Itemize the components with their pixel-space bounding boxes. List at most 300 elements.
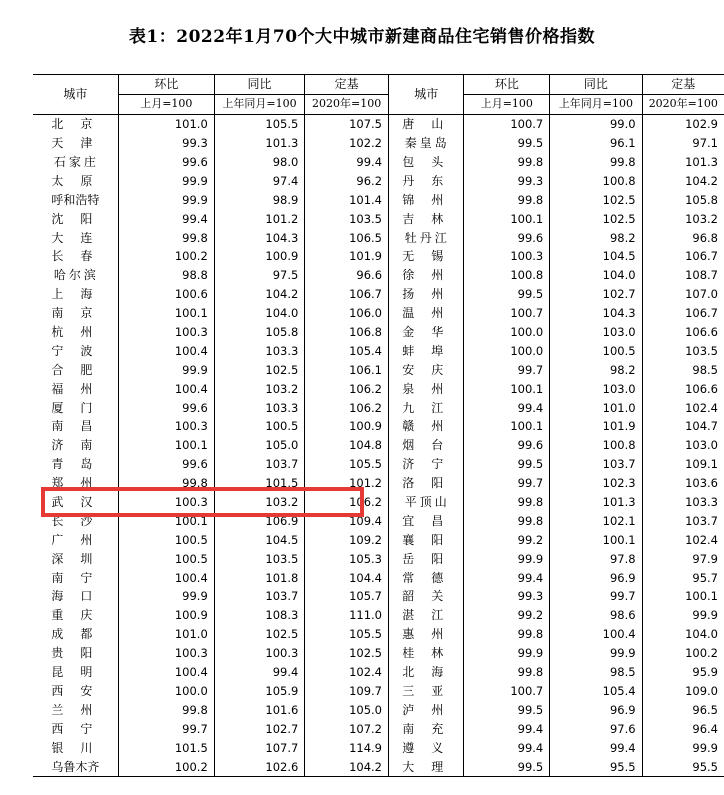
city-name: 北京 (51, 117, 110, 132)
fixed-value: 104.8 (305, 436, 389, 455)
mom-value: 99.3 (464, 171, 550, 190)
table-row (33, 285, 724, 304)
city-name: 平顶山 (389, 493, 464, 512)
fixed-value: 106.1 (305, 360, 389, 379)
table-row (33, 568, 724, 587)
mom-value: 99.7 (118, 719, 214, 738)
fixed-value: 104.4 (305, 568, 389, 587)
table-row (33, 134, 724, 153)
fixed-value: 109.0 (642, 682, 724, 701)
city-name: 海口 (51, 589, 110, 604)
city-name: 天津 (51, 136, 110, 151)
city-name: 遵义 (389, 738, 464, 757)
yoy-value: 105.0 (214, 436, 305, 455)
yoy-value: 101.5 (214, 474, 305, 493)
mom-value: 99.5 (464, 455, 550, 474)
fixed-value: 103.6 (642, 474, 724, 493)
mom-value: 100.2 (118, 247, 214, 266)
table-row (33, 644, 724, 663)
fixed-value: 103.5 (305, 209, 389, 228)
fixed-value: 102.4 (642, 530, 724, 549)
city-name: 沈阳 (51, 211, 110, 226)
yoy-value: 105.9 (214, 682, 305, 701)
city-name: 温州 (389, 304, 464, 323)
fixed-value: 107.5 (305, 114, 389, 133)
mom-value: 99.9 (118, 171, 214, 190)
city-name: 烟台 (389, 436, 464, 455)
city-name: 深圳 (51, 551, 110, 566)
yoy-value: 102.7 (214, 719, 305, 738)
fixed-value: 97.9 (642, 549, 724, 568)
fixed-value: 106.6 (642, 323, 724, 342)
yoy-value: 104.5 (550, 247, 642, 266)
table-row (33, 663, 724, 682)
table-row (33, 549, 724, 568)
mom-value: 99.9 (464, 549, 550, 568)
yoy-value: 100.1 (550, 530, 642, 549)
mom-value: 99.9 (118, 190, 214, 209)
table-row (33, 682, 724, 701)
header-city-left: 城市 (33, 75, 118, 115)
table-row (33, 228, 724, 247)
mom-value: 99.9 (464, 644, 550, 663)
unit-yoy-left: 上年同月=100 (214, 94, 305, 114)
yoy-value: 107.7 (214, 738, 305, 757)
mom-value: 99.7 (464, 360, 550, 379)
mom-value: 100.8 (464, 266, 550, 285)
mom-value: 99.8 (118, 228, 214, 247)
mom-value: 100.3 (464, 247, 550, 266)
mom-value: 100.1 (118, 304, 214, 323)
table-row (33, 587, 724, 606)
city-name: 济南 (51, 438, 110, 453)
yoy-value: 102.3 (550, 474, 642, 493)
mom-value: 99.8 (118, 700, 214, 719)
city-name: 三亚 (389, 682, 464, 701)
yoy-value: 98.0 (214, 153, 305, 172)
fixed-value: 106.2 (305, 379, 389, 398)
table-row (33, 625, 724, 644)
yoy-value: 103.7 (550, 455, 642, 474)
mom-value: 100.4 (118, 568, 214, 587)
city-name: 石家庄 (53, 155, 99, 169)
fixed-value: 107.0 (642, 285, 724, 304)
city-name: 宁波 (51, 343, 110, 358)
unit-fixed-right: 2020年=100 (642, 94, 724, 114)
city-name: 宜昌 (389, 511, 464, 530)
table-row (33, 153, 724, 172)
yoy-value: 97.4 (214, 171, 305, 190)
header-fixed-right: 定基 (642, 75, 724, 95)
yoy-value: 99.7 (550, 587, 642, 606)
city-name: 安庆 (389, 360, 464, 379)
yoy-value: 100.8 (550, 436, 642, 455)
yoy-value: 101.3 (550, 493, 642, 512)
mom-value: 100.1 (464, 379, 550, 398)
fixed-value: 103.0 (642, 436, 724, 455)
fixed-value: 103.2 (642, 209, 724, 228)
header-yoy-left: 同比 (214, 75, 305, 95)
mom-value: 99.4 (118, 209, 214, 228)
header-city-right: 城市 (389, 75, 464, 115)
fixed-value: 105.7 (305, 587, 389, 606)
city-name: 西安 (51, 683, 110, 698)
mom-value: 100.7 (464, 114, 550, 133)
mom-value: 99.6 (118, 153, 214, 172)
city-name: 包头 (389, 153, 464, 172)
mom-value: 100.4 (118, 379, 214, 398)
fixed-value: 106.5 (305, 228, 389, 247)
city-name: 洛阳 (389, 474, 464, 493)
mom-value: 99.8 (118, 474, 214, 493)
header-yoy-right: 同比 (550, 75, 642, 95)
mom-value: 99.8 (464, 153, 550, 172)
unit-mom-left: 上月=100 (118, 94, 214, 114)
fixed-value: 105.4 (305, 341, 389, 360)
mom-value: 101.5 (118, 738, 214, 757)
mom-value: 99.4 (464, 738, 550, 757)
yoy-value: 96.9 (550, 700, 642, 719)
table-title: 表1：2022年1月70个大中城市新建商品住宅销售价格指数 (128, 27, 596, 47)
header-mom-right: 环比 (464, 75, 550, 95)
city-name: 兰州 (51, 702, 110, 717)
yoy-value: 101.9 (550, 417, 642, 436)
yoy-value: 103.0 (550, 323, 642, 342)
fixed-value: 100.2 (642, 644, 724, 663)
city-name: 蚌埠 (389, 341, 464, 360)
mom-value: 100.4 (118, 341, 214, 360)
fixed-value: 109.2 (305, 530, 389, 549)
city-name: 襄阳 (389, 530, 464, 549)
fixed-value: 95.5 (642, 757, 724, 776)
header-fixed-left: 定基 (305, 75, 389, 95)
city-name: 韶关 (389, 587, 464, 606)
city-name: 武汉 (51, 495, 110, 510)
mom-value: 99.3 (464, 587, 550, 606)
city-name: 成都 (51, 627, 110, 642)
fixed-value: 111.0 (305, 606, 389, 625)
mom-value: 99.8 (464, 663, 550, 682)
table-row (33, 209, 724, 228)
city-name: 长沙 (51, 513, 110, 528)
fixed-value: 108.7 (642, 266, 724, 285)
city-name: 福州 (51, 381, 110, 396)
city-name: 惠州 (389, 625, 464, 644)
yoy-value: 98.2 (550, 228, 642, 247)
fixed-value: 96.6 (305, 266, 389, 285)
fixed-value: 95.9 (642, 663, 724, 682)
fixed-value: 101.2 (305, 474, 389, 493)
fixed-value: 106.6 (642, 379, 724, 398)
yoy-value: 97.6 (550, 719, 642, 738)
fixed-value: 106.2 (305, 398, 389, 417)
city-name: 贵阳 (51, 646, 110, 661)
yoy-value: 100.5 (214, 417, 305, 436)
mom-value: 99.6 (464, 228, 550, 247)
city-name: 南宁 (51, 570, 110, 585)
fixed-value: 109.4 (305, 511, 389, 530)
yoy-value: 102.7 (550, 285, 642, 304)
city-name: 昆明 (51, 665, 110, 680)
fixed-value: 95.7 (642, 568, 724, 587)
table-row (33, 493, 724, 512)
table-body (33, 114, 724, 776)
city-name: 大连 (51, 230, 110, 245)
fixed-value: 106.7 (642, 247, 724, 266)
fixed-value: 105.8 (642, 190, 724, 209)
yoy-value: 98.5 (550, 663, 642, 682)
city-name: 青岛 (51, 457, 110, 472)
fixed-value: 106.0 (305, 304, 389, 323)
mom-value: 100.3 (118, 493, 214, 512)
fixed-value: 101.3 (642, 153, 724, 172)
mom-value: 100.0 (464, 341, 550, 360)
yoy-value: 102.6 (214, 757, 305, 776)
table-row (33, 114, 724, 133)
city-name: 岳阳 (389, 549, 464, 568)
yoy-value: 104.0 (550, 266, 642, 285)
table-row (33, 323, 724, 342)
table-row (33, 719, 724, 738)
city-name: 太原 (51, 173, 110, 188)
mom-value: 99.8 (464, 625, 550, 644)
mom-value: 99.4 (464, 719, 550, 738)
yoy-value: 104.5 (214, 530, 305, 549)
mom-value: 100.3 (118, 417, 214, 436)
city-name: 泉州 (389, 379, 464, 398)
yoy-value: 96.9 (550, 568, 642, 587)
mom-value: 99.3 (118, 134, 214, 153)
yoy-value: 99.8 (550, 153, 642, 172)
city-name: 金华 (389, 323, 464, 342)
yoy-value: 104.3 (550, 304, 642, 323)
city-name: 吉林 (389, 209, 464, 228)
yoy-value: 103.0 (550, 379, 642, 398)
fixed-value: 103.7 (642, 511, 724, 530)
fixed-value: 106.8 (305, 323, 389, 342)
unit-yoy-right: 上年同月=100 (550, 94, 642, 114)
mom-value: 100.4 (118, 663, 214, 682)
city-name: 郑州 (51, 476, 110, 491)
city-name: 锦州 (389, 190, 464, 209)
yoy-value: 103.3 (214, 341, 305, 360)
mom-value: 100.0 (464, 323, 550, 342)
table-row (33, 304, 724, 323)
city-name: 徐州 (389, 266, 464, 285)
fixed-value: 106.2 (305, 493, 389, 512)
unit-fixed-left: 2020年=100 (305, 94, 389, 114)
table-row (33, 455, 724, 474)
fixed-value: 109.7 (305, 682, 389, 701)
fixed-value: 105.5 (305, 625, 389, 644)
yoy-value: 104.0 (214, 304, 305, 323)
city-name: 无锡 (389, 247, 464, 266)
table-row (33, 190, 724, 209)
header-mom-left: 环比 (118, 75, 214, 95)
city-name: 大理 (389, 757, 464, 776)
fixed-value: 102.4 (305, 663, 389, 682)
fixed-value: 104.7 (642, 417, 724, 436)
mom-value: 98.8 (118, 266, 214, 285)
mom-value: 100.3 (118, 644, 214, 663)
city-name: 济宁 (389, 455, 464, 474)
table-row (33, 341, 724, 360)
city-name: 桂林 (389, 644, 464, 663)
mom-value: 99.6 (118, 398, 214, 417)
fixed-value: 106.7 (305, 285, 389, 304)
mom-value: 100.6 (118, 285, 214, 304)
city-name: 湛江 (389, 606, 464, 625)
fixed-value: 96.2 (305, 171, 389, 190)
yoy-value: 101.0 (550, 398, 642, 417)
table-row (33, 738, 724, 757)
table-row (33, 360, 724, 379)
mom-value: 99.5 (464, 285, 550, 304)
yoy-value: 102.5 (550, 209, 642, 228)
city-name: 长春 (51, 249, 110, 264)
yoy-value: 100.4 (550, 625, 642, 644)
fixed-value: 100.1 (642, 587, 724, 606)
yoy-value: 101.3 (214, 134, 305, 153)
fixed-value: 99.9 (642, 738, 724, 757)
mom-value: 100.3 (118, 323, 214, 342)
yoy-value: 99.4 (550, 738, 642, 757)
table-row (33, 171, 724, 190)
fixed-value: 106.7 (642, 304, 724, 323)
fixed-value: 101.9 (305, 247, 389, 266)
mom-value: 99.2 (464, 530, 550, 549)
table-row (33, 606, 724, 625)
fixed-value: 96.5 (642, 700, 724, 719)
city-name: 合肥 (51, 362, 110, 377)
fixed-value: 105.3 (305, 549, 389, 568)
mom-value: 100.5 (118, 530, 214, 549)
yoy-value: 101.2 (214, 209, 305, 228)
fixed-value: 102.9 (642, 114, 724, 133)
mom-value: 99.5 (464, 134, 550, 153)
city-name: 秦皇岛 (389, 134, 464, 153)
table-row (33, 398, 724, 417)
mom-value: 99.9 (118, 360, 214, 379)
yoy-value: 104.2 (214, 285, 305, 304)
city-name: 唐山 (389, 114, 464, 133)
mom-value: 100.2 (118, 757, 214, 776)
fixed-value: 96.4 (642, 719, 724, 738)
city-name: 扬州 (389, 285, 464, 304)
yoy-value: 100.3 (214, 644, 305, 663)
yoy-value: 104.3 (214, 228, 305, 247)
table-row (33, 417, 724, 436)
mom-value: 99.2 (464, 606, 550, 625)
city-name: 广州 (51, 532, 110, 547)
fixed-value: 109.1 (642, 455, 724, 474)
city-name: 南京 (51, 306, 110, 321)
table-row (33, 757, 724, 776)
city-name: 哈尔滨 (53, 268, 99, 283)
yoy-value: 103.2 (214, 493, 305, 512)
fixed-value: 104.0 (642, 625, 724, 644)
yoy-value: 103.3 (214, 398, 305, 417)
city-name: 常德 (389, 568, 464, 587)
mom-value: 100.5 (118, 549, 214, 568)
mom-value: 100.1 (464, 417, 550, 436)
mom-value: 100.7 (464, 304, 550, 323)
fixed-value: 114.9 (305, 738, 389, 757)
mom-value: 99.5 (464, 700, 550, 719)
city-name: 赣州 (389, 417, 464, 436)
mom-value: 99.8 (464, 511, 550, 530)
yoy-value: 101.8 (214, 568, 305, 587)
fixed-value: 99.4 (305, 153, 389, 172)
table-row (33, 474, 724, 493)
fixed-value: 102.2 (305, 134, 389, 153)
city-name: 呼和浩特 (51, 192, 100, 207)
city-name: 重庆 (51, 608, 110, 623)
table-row (33, 247, 724, 266)
yoy-value: 99.9 (550, 644, 642, 663)
yoy-value: 103.7 (214, 587, 305, 606)
table-row (33, 436, 724, 455)
fixed-value: 105.0 (305, 700, 389, 719)
table-row (33, 379, 724, 398)
yoy-value: 96.1 (550, 134, 642, 153)
mom-value: 101.0 (118, 625, 214, 644)
yoy-value: 108.3 (214, 606, 305, 625)
yoy-value: 103.7 (214, 455, 305, 474)
mom-value: 99.8 (464, 493, 550, 512)
city-name: 九江 (389, 398, 464, 417)
city-name: 北海 (389, 663, 464, 682)
fixed-value: 97.1 (642, 134, 724, 153)
mom-value: 100.7 (464, 682, 550, 701)
mom-value: 99.4 (464, 568, 550, 587)
city-name: 南昌 (51, 419, 110, 434)
yoy-value: 103.5 (214, 549, 305, 568)
city-name: 上海 (51, 287, 110, 302)
fixed-value: 104.2 (305, 757, 389, 776)
mom-value: 99.5 (464, 757, 550, 776)
table-row (33, 530, 724, 549)
mom-value: 99.6 (464, 436, 550, 455)
yoy-value: 97.8 (550, 549, 642, 568)
yoy-value: 98.2 (550, 360, 642, 379)
city-name: 西宁 (51, 721, 110, 736)
unit-mom-right: 上月=100 (464, 94, 550, 114)
mom-value: 99.9 (118, 587, 214, 606)
yoy-value: 105.4 (550, 682, 642, 701)
fixed-value: 96.8 (642, 228, 724, 247)
fixed-value: 101.4 (305, 190, 389, 209)
mom-value: 100.0 (118, 682, 214, 701)
fixed-value: 105.5 (305, 455, 389, 474)
yoy-value: 99.4 (214, 663, 305, 682)
fixed-value: 103.5 (642, 341, 724, 360)
fixed-value: 107.2 (305, 719, 389, 738)
fixed-value: 104.2 (642, 171, 724, 190)
yoy-value: 102.5 (214, 625, 305, 644)
city-name: 南充 (389, 719, 464, 738)
yoy-value: 100.8 (550, 171, 642, 190)
fixed-value: 98.5 (642, 360, 724, 379)
mom-value: 99.8 (464, 190, 550, 209)
city-name: 厦门 (51, 400, 110, 415)
mom-value: 99.7 (464, 474, 550, 493)
yoy-value: 100.9 (214, 247, 305, 266)
mom-value: 100.1 (118, 436, 214, 455)
yoy-value: 95.5 (550, 757, 642, 776)
yoy-value: 106.9 (214, 511, 305, 530)
city-name: 牡丹江 (389, 228, 464, 247)
